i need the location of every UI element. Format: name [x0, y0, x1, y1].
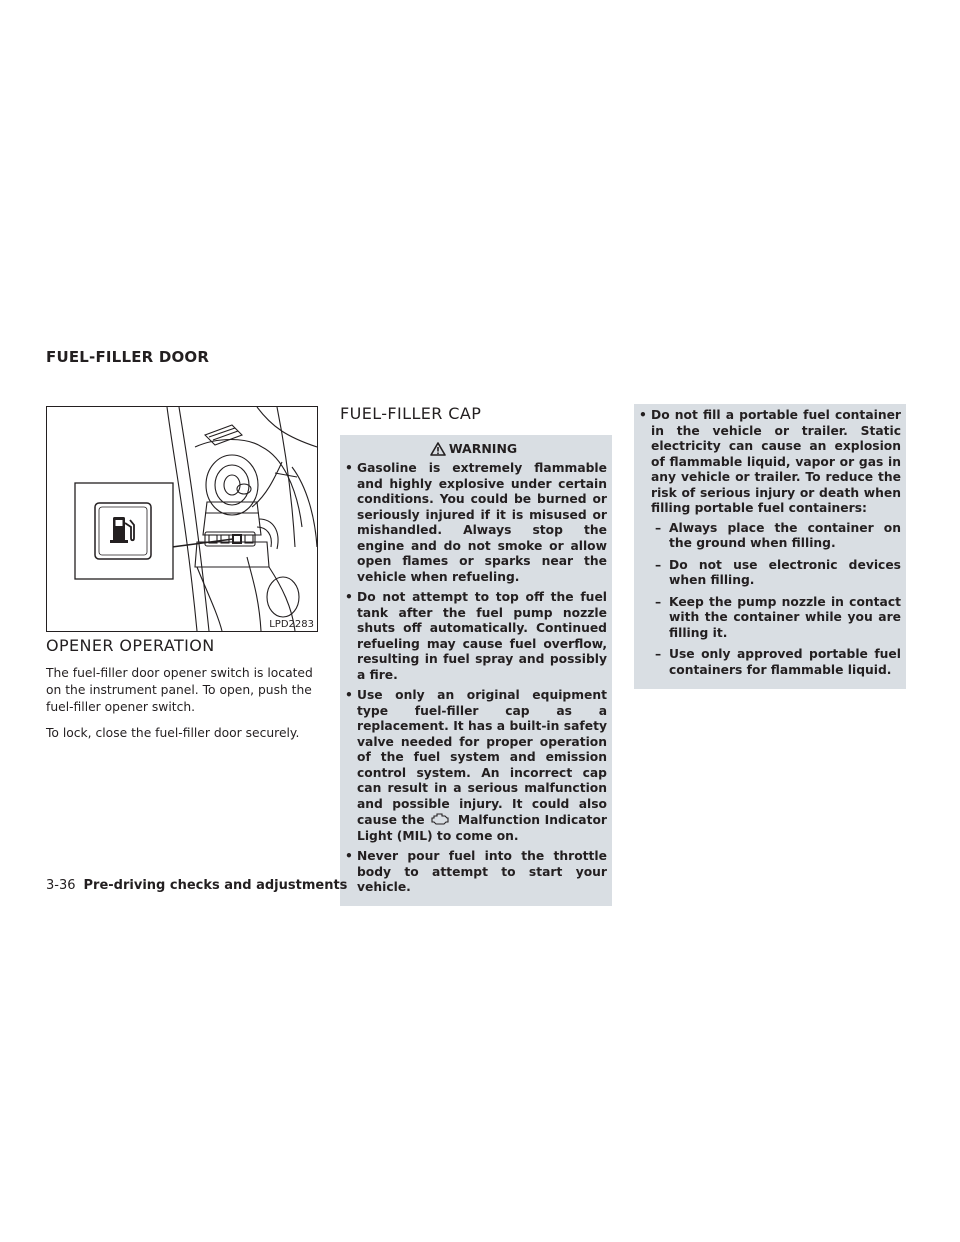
fuel-filler-switch-figure — [46, 406, 318, 632]
sub-item: – Keep the pump nozzle in contact with the container while you are filling it. — [651, 595, 901, 642]
warning-item — [340, 688, 607, 844]
fuel-pump-icon — [110, 517, 134, 543]
opener-paragraph: The fuel-filler door opener switch is located on the instrument panel. To open, push the fuel-filler opener switch. — [46, 666, 313, 714]
sub-item: – Use only approved portable fuel containers for flammable liquid. — [651, 647, 901, 678]
chapter-title: Pre-driving checks and adjustments — [83, 878, 348, 893]
opener-operation-heading: OPENER OPERATION — [46, 636, 215, 655]
warning-list — [340, 461, 607, 896]
opener-operation-section — [46, 636, 322, 751]
malfunction-indicator-light-icon — [431, 812, 451, 826]
sub-item: – Always place the container on the ground when filling. — [651, 521, 901, 552]
warning-triangle-icon — [430, 442, 446, 456]
warning-list — [634, 408, 901, 678]
portable-container-warning-box — [634, 404, 906, 689]
page-footer — [46, 878, 347, 893]
portable-sub-list — [651, 521, 901, 679]
warning-label: WARNING — [448, 441, 518, 456]
figure-code: LPD2283 — [269, 619, 314, 630]
sub-item: – Do not use electronic devices when filling. — [651, 558, 901, 589]
warning-header — [340, 435, 607, 461]
dashboard-illustration — [47, 407, 317, 631]
warning-item — [634, 408, 901, 678]
warning-box — [340, 435, 612, 906]
fuel-filler-cap-heading: FUEL-FILLER CAP — [340, 404, 482, 423]
warning-item: • Gasoline is extremely flammable and highly explosive under certain conditions. You could be burned or seriously injured if it is misused or mishandled. Always stop the engine and do not smoke or allow open flames or sparks near the vehicle when refueling. — [340, 461, 607, 585]
warning-item: • Do not attempt to top off the fuel tank after the fuel pump nozzle shuts off automatically. Continued refueling may cause fuel overflow, resulting in fuel spray and possibly a fire. — [340, 590, 607, 683]
warning-item-text: Malfunction Indicator Light (MIL) to come on. — [357, 813, 607, 843]
opener-paragraph: To lock, close the fuel-filler door securely. — [46, 726, 300, 740]
section-title: FUEL-FILLER DOOR — [46, 348, 210, 366]
page-number: 3-36 — [46, 878, 76, 893]
portable-intro: Do not fill a portable fuel container in the vehicle or trailer. Static electricity can cause an explosion of flammable liquid, vapor or gas in any vehicle or trailer. To reduce the risk of serious injury or death when filling portable fuel containers: — [651, 408, 901, 515]
fuel-filler-cap-section — [340, 404, 612, 906]
warning-item-text: Use only an original equipment type fuel-filler cap as a replacement. It has a built-in safety valve needed for proper operation of the fuel system and emission control system. An incorrect cap can result in a serious malfunction and possible injury. It could also cause the — [357, 688, 607, 827]
warning-item: • Never pour fuel into the throttle body to attempt to start your vehicle. — [340, 849, 607, 896]
